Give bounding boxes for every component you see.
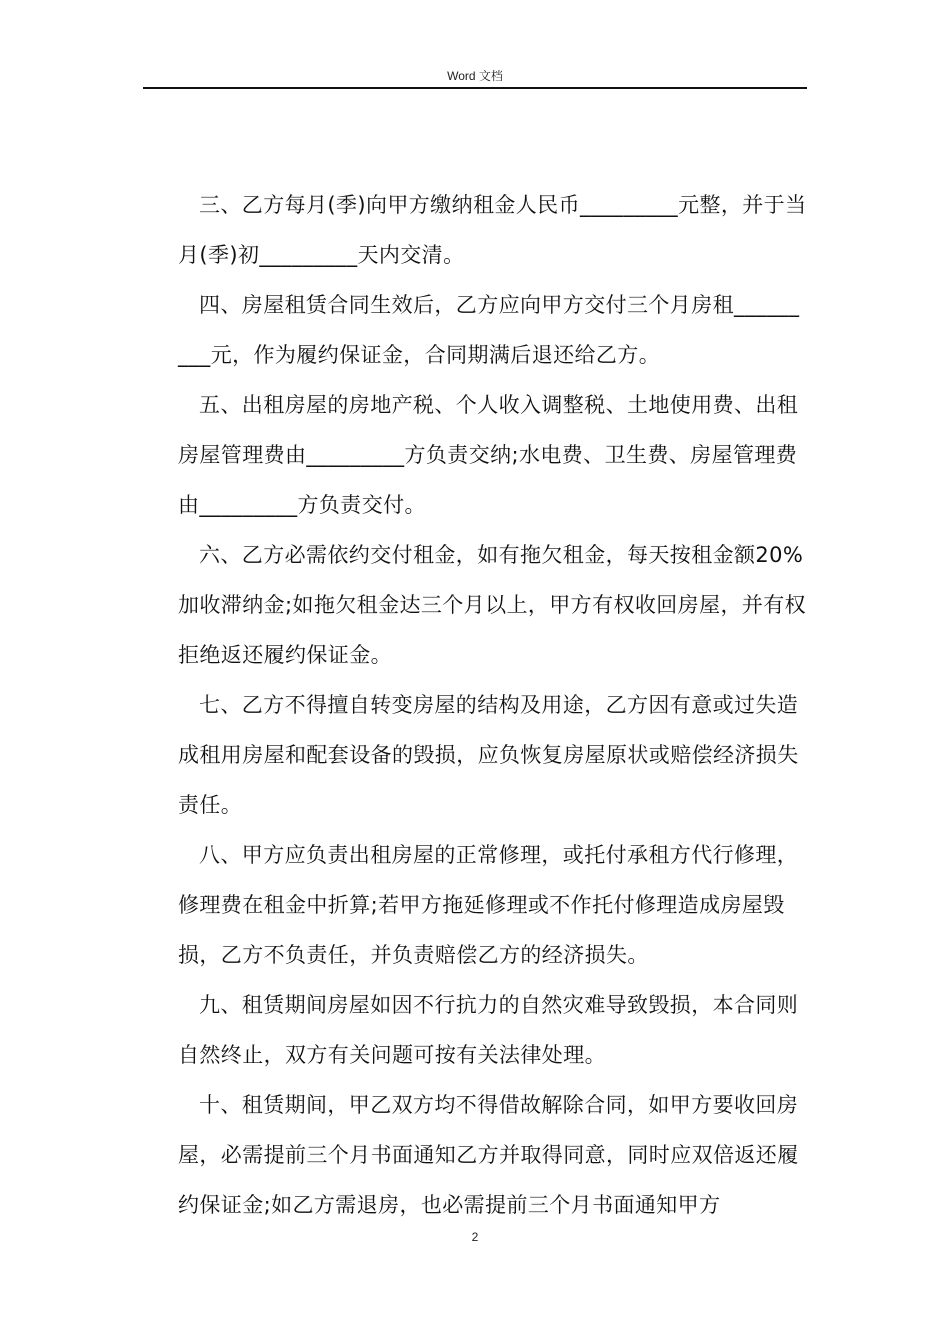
clause-6: 六、乙方必需依约交付租金，如有拖欠租金，每天按租金额20%加收滞纳金;如拖欠租金达三个月以上，甲方有权收回房屋，并有权拒绝返还履约保证金。 [178, 543, 807, 667]
clause-9: 九、租赁期间房屋如因不行抗力的自然灾难导致毁损，本合同则自然终止，双方有关问题可按有关法律处理。 [178, 993, 799, 1067]
page-number: 2 [471, 1230, 479, 1244]
clause-7: 七、乙方不得擅自转变房屋的结构及用途，乙方因有意或过失造成租用房屋和配套设备的毁损，应负恢复房屋原状或赔偿经济损失责任。 [178, 693, 799, 817]
document-body [178, 180, 810, 1230]
clause-3: 三、乙方每月(季)向甲方缴纳租金人民币_________元整，并于当月(季)初_________天内交清。 [178, 193, 807, 267]
clause-8: 八、甲方应负责出租房屋的正常修理，或托付承租方代行修理，修理费在租金中折算;若甲方拖延修理或不作托付修理造成房屋毁损，乙方不负责任，并负责赔偿乙方的经济损失。 [178, 843, 799, 967]
clause-4: 四、房屋租赁合同生效后，乙方应向甲方交付三个月房租_________元，作为履约保证金，合同期满后退还给乙方。 [178, 293, 800, 367]
page-header-title: Word 文档 [447, 69, 503, 83]
header-divider [143, 87, 807, 89]
clause-5: 五、出租房屋的房地产税、个人收入调整税、土地使用费、出租房屋管理费由_________方负责交纳;水电费、卫生费、房屋管理费由_________方负责交付。 [178, 393, 799, 517]
clause-10: 十、租赁期间，甲乙双方均不得借故解除合同，如甲方要收回房屋，必需提前三个月书面通知乙方并取得同意，同时应双倍返还履约保证金;如乙方需退房，也必需提前三个月书面通知甲方 [178, 1093, 799, 1217]
